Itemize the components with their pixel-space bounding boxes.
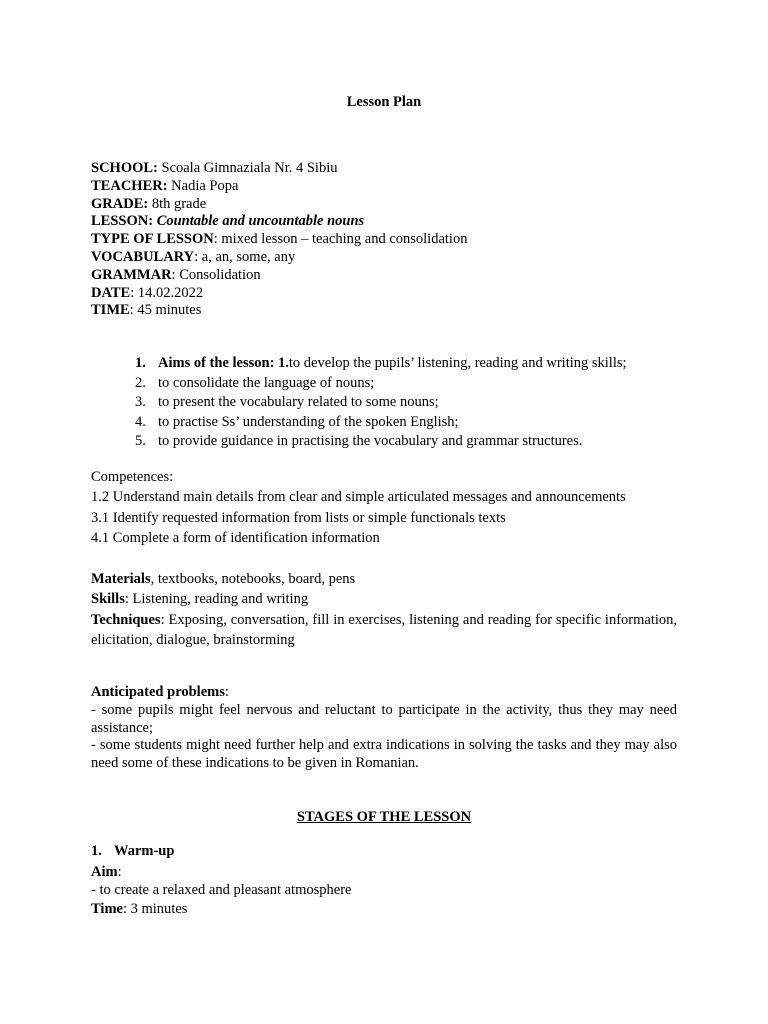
aim-text: to develop the pupils’ listening, reading and writing skills;: [288, 355, 627, 371]
type-label: TYPE OF LESSON: [91, 231, 214, 248]
vocabulary-value: : a, an, some, any: [194, 248, 296, 265]
materials-line: [91, 569, 677, 589]
competence-item: 4.1 Complete a form of identification information: [91, 529, 380, 546]
school-label: SCHOOL:: [91, 160, 158, 176]
aim-item: [135, 413, 627, 433]
type-value: : mixed lesson – teaching and consolidation: [213, 231, 468, 248]
anticipated-item: - some pupils might feel nervous and reluctant to participate in the activity, thus they may need assistance;: [91, 701, 677, 736]
school-line: [91, 160, 467, 178]
lesson-value: Countable and uncountable nouns: [156, 213, 365, 230]
competences-heading: Competences:: [91, 469, 174, 485]
warmup-aim-text: - to create a relaxed and pleasant atmosphere: [91, 882, 352, 899]
vocabulary-line: [91, 249, 467, 267]
warmup-heading: [91, 842, 677, 861]
grade-label: GRADE:: [91, 195, 149, 212]
grade-line: [91, 196, 467, 214]
lesson-label: LESSON:: [91, 213, 154, 230]
warmup-time-line: [91, 900, 677, 919]
grammar-label: GRAMMAR: [91, 266, 172, 283]
aims-heading: Aims of the lesson: 1.: [158, 355, 289, 371]
materials-value: , textbooks, notebooks, board, pens: [150, 571, 356, 587]
skills-label: Skills: [91, 591, 125, 608]
page-title: Lesson Plan: [346, 94, 422, 110]
aim-text: to present the vocabulary related to some nouns;: [158, 394, 439, 411]
warmup-title: Warm-up: [114, 843, 175, 859]
school-value: Scoala Gimnaziala Nr. 4 Sibiu: [157, 160, 338, 176]
date-label: DATE: [91, 284, 131, 301]
warmup-aim-line: [91, 863, 677, 882]
aim-number: 4.: [135, 413, 146, 430]
anticipated-problems-section: [91, 684, 677, 773]
warmup-aim-label: Aim: [91, 863, 118, 880]
skills-value: : Listening, reading and writing: [124, 591, 309, 608]
warmup-aim-colon: :: [117, 863, 122, 880]
techniques-value: : Exposing, conversation, fill in exercises, listening and reading for specific information, elicitation, dialogue, brainstorming: [91, 611, 677, 648]
grammar-value: : Consolidation: [171, 266, 261, 283]
time-line: [91, 302, 467, 320]
techniques-label: Techniques: [91, 611, 161, 628]
competence-item: 1.2 Understand main details from clear and simple articulated messages and announcements: [91, 489, 626, 506]
aim-text: to practise Ss’ understanding of the spoken English;: [158, 413, 459, 430]
aim-number: 3.: [135, 394, 146, 411]
anticipated-colon: :: [224, 684, 229, 700]
aim-number: 2.: [135, 374, 146, 391]
teacher-value: Nadia Popa: [167, 177, 239, 194]
warmup-section: [91, 842, 677, 918]
anticipated-label: Anticipated problems: [91, 684, 225, 700]
anticipated-item: - some students might need further help and extra indications in solving the tasks and they may also need some of these indications to be given in Romanian.: [91, 737, 677, 772]
date-value: : 14.02.2022: [130, 284, 204, 301]
time-label: TIME: [91, 302, 130, 319]
aim-number: 5.: [135, 433, 146, 450]
stages-heading: STAGES OF THE LESSON: [296, 809, 472, 825]
competences-section: [91, 467, 677, 548]
aim-number: 1.: [135, 355, 146, 371]
materials-section: [91, 569, 677, 650]
warmup-time-value: : 3 minutes: [122, 900, 188, 917]
aim-item: [135, 432, 627, 452]
time-value: : 45 minutes: [129, 302, 202, 319]
aim-item: [135, 374, 627, 394]
aims-list: [135, 354, 627, 452]
date-line: [91, 285, 467, 303]
warmup-number: 1.: [91, 843, 102, 859]
materials-label: Materials: [91, 571, 151, 587]
aim-item: [135, 354, 627, 374]
aim-text: to consolidate the language of nouns;: [158, 374, 375, 391]
competence-item: 3.1 Identify requested information from lists or simple functionals texts: [91, 509, 506, 526]
anticipated-heading: [91, 684, 677, 702]
techniques-line: [91, 610, 677, 651]
skills-line: [91, 589, 677, 609]
grade-value: 8th grade: [148, 195, 207, 212]
aim-item: [135, 393, 627, 413]
warmup-time-label: Time: [91, 900, 123, 917]
vocabulary-label: VOCABULARY: [91, 248, 195, 265]
teacher-line: [91, 178, 467, 196]
lesson-info: [91, 160, 467, 320]
grammar-line: [91, 267, 467, 285]
lesson-line: [91, 213, 467, 231]
teacher-label: TEACHER:: [91, 177, 168, 194]
aim-text: to provide guidance in practising the vocabulary and grammar structures.: [158, 433, 583, 450]
type-line: [91, 231, 467, 249]
